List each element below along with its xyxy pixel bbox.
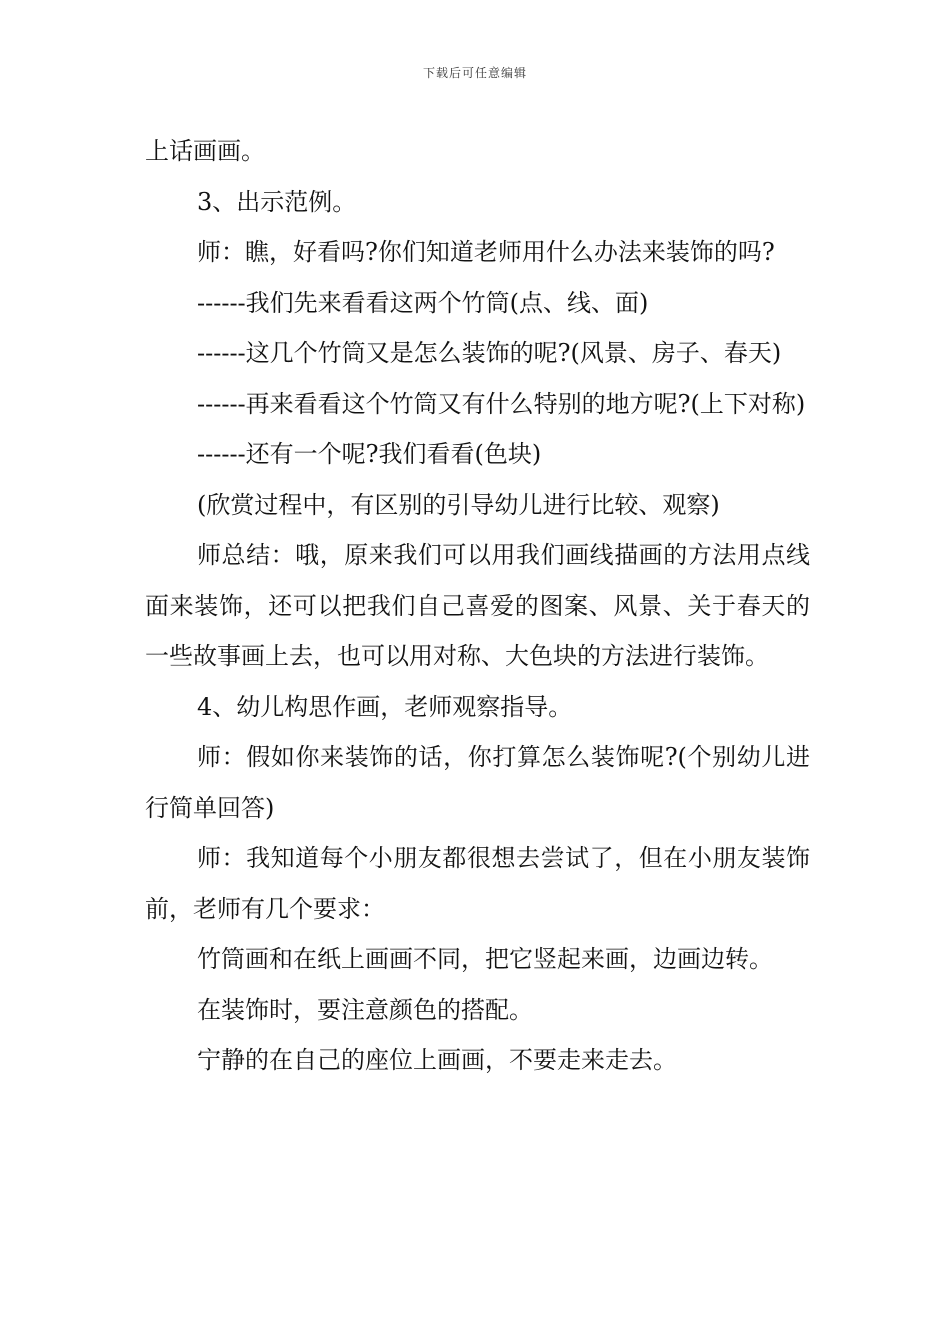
paragraph-teacher-ask: 师：假如你来装饰的话，你打算怎么装饰呢?(个别幼儿进行简单回答)	[145, 743, 810, 822]
paragraph-continuation: 上话画画。	[145, 137, 265, 165]
paragraph-appreciation-note: (欣赏过程中，有区别的引导幼儿进行比较、观察)	[197, 490, 720, 519]
paragraph-requirement-3: 宁静的在自己的座位上画画，不要走来走去。	[197, 1046, 677, 1074]
paragraph-teacher-summary: 师总结：哦，原来我们可以用我们画线描画的方法用点线面来装饰，还可以把我们自己喜爱的图案、风景、关于春天的一些故事画上去，也可以用对称、大色块的方法进行装饰。	[145, 541, 810, 670]
paragraph-step-3: 3、出示范例。	[197, 187, 357, 216]
paragraph-step-4: 4、幼儿构思作画，老师观察指导。	[197, 692, 573, 721]
page-header: 下载后可任意编辑	[422, 66, 527, 80]
paragraph-teacher-requirements: 师：我知道每个小朋友都很想去尝试了，但在小朋友装饰前，老师有几个要求：	[145, 844, 810, 923]
paragraph-dash-item-4: ------还有一个呢?我们看看(色块)	[197, 440, 542, 468]
paragraph-dash-item-2: ------这几个竹筒又是怎么装饰的呢?(风景、房子、春天)	[197, 339, 782, 367]
paragraph-dash-item-1: ------我们先来看看这两个竹筒(点、线、面)	[197, 288, 649, 317]
paragraph-requirement-1: 竹筒画和在纸上画画不同，把它竖起来画，边画边转。	[197, 945, 773, 973]
paragraph-teacher-question: 师：瞧，好看吗?你们知道老师用什么办法来装饰的吗?	[197, 238, 775, 266]
paragraph-requirement-2: 在装饰时，要注意颜色的搭配。	[197, 995, 533, 1024]
document-body	[145, 126, 810, 1086]
paragraph-dash-item-3: ------再来看看这个竹筒又有什么特别的地方呢?(上下对称)	[197, 389, 806, 418]
